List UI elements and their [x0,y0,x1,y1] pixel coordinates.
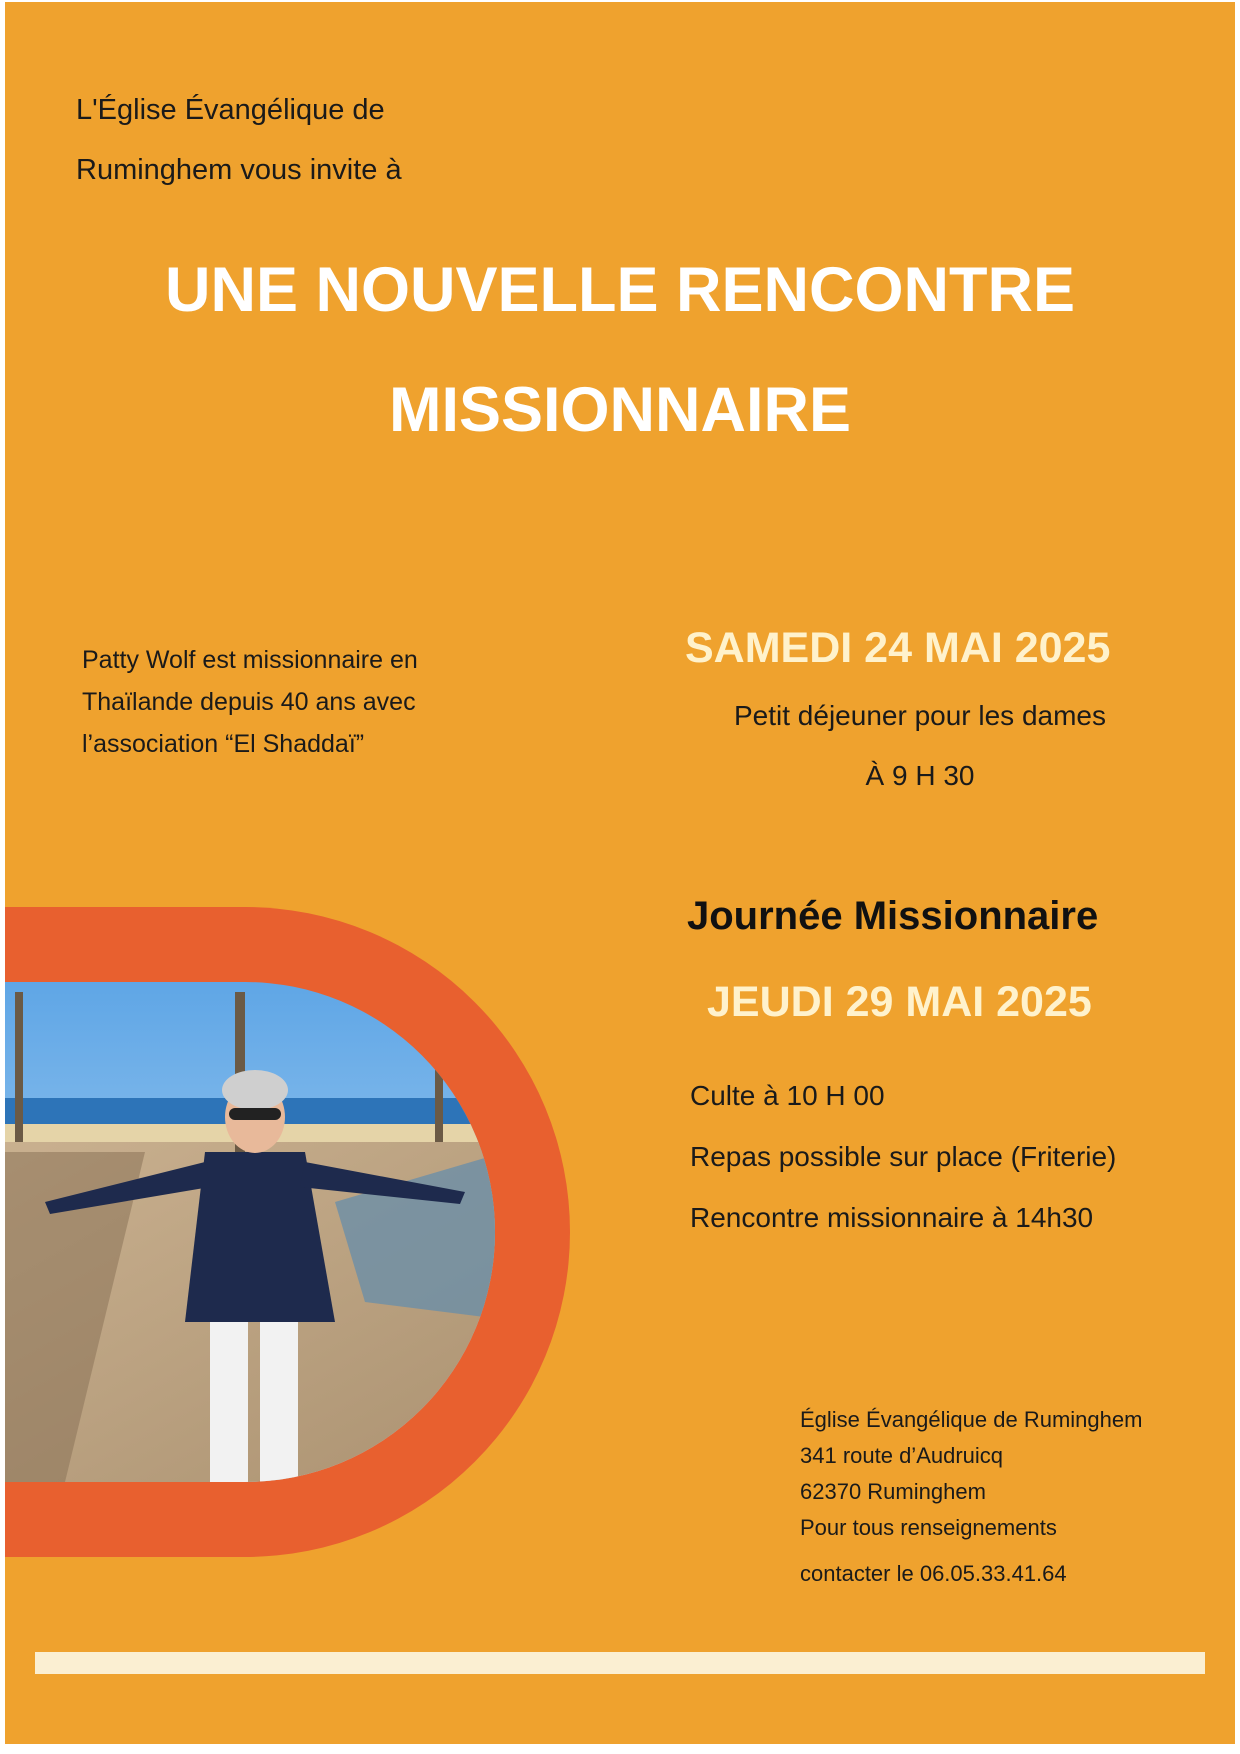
photo-frame [5,902,605,1562]
thursday-date: JEUDI 29 MAI 2025 [707,978,1092,1026]
bio-line-3: l’association “El Shaddaï” [82,730,365,758]
thursday-schedule [690,1065,1116,1248]
schedule-item: Culte à 10 H 00 [690,1080,885,1111]
address-line-1: Église Évangélique de Ruminghem [800,1407,1143,1432]
bio-line-2: Thaïlande depuis 40 ans avec [82,688,416,716]
church-address [800,1402,1142,1592]
title-line-1: UNE NOUVELLE RENCONTRE [164,255,1076,325]
title-line-2: MISSIONNAIRE [388,375,852,445]
bio-line-1: Patty Wolf est missionnaire en [82,646,418,674]
bottom-bar [35,1652,1205,1674]
schedule-item: Rencontre missionnaire à 14h30 [690,1202,1094,1233]
intro-text [76,80,402,200]
intro-line-1: L'Église Évangélique de [76,94,385,126]
missionary-bio [82,639,418,765]
saturday-date: SAMEDI 24 MAI 2025 [685,624,1111,672]
main-title [5,230,1235,470]
address-line-2: 341 route d’Audruicq [800,1443,1004,1468]
contact-phone: contacter le 06.05.33.41.64 [800,1561,1067,1586]
flyer-page [5,2,1235,1744]
thursday-heading: Journée Missionnaire [687,894,1099,938]
saturday-time: À 9 H 30 [865,760,975,791]
schedule-item: Repas possible sur place (Friterie) [690,1141,1117,1172]
address-line-3: 62370 Ruminghem [800,1479,986,1504]
intro-line-2: Ruminghem vous invite à [76,154,402,186]
saturday-event: Petit déjeuner pour les dames [734,700,1106,731]
address-line-4: Pour tous renseignements [800,1515,1057,1540]
